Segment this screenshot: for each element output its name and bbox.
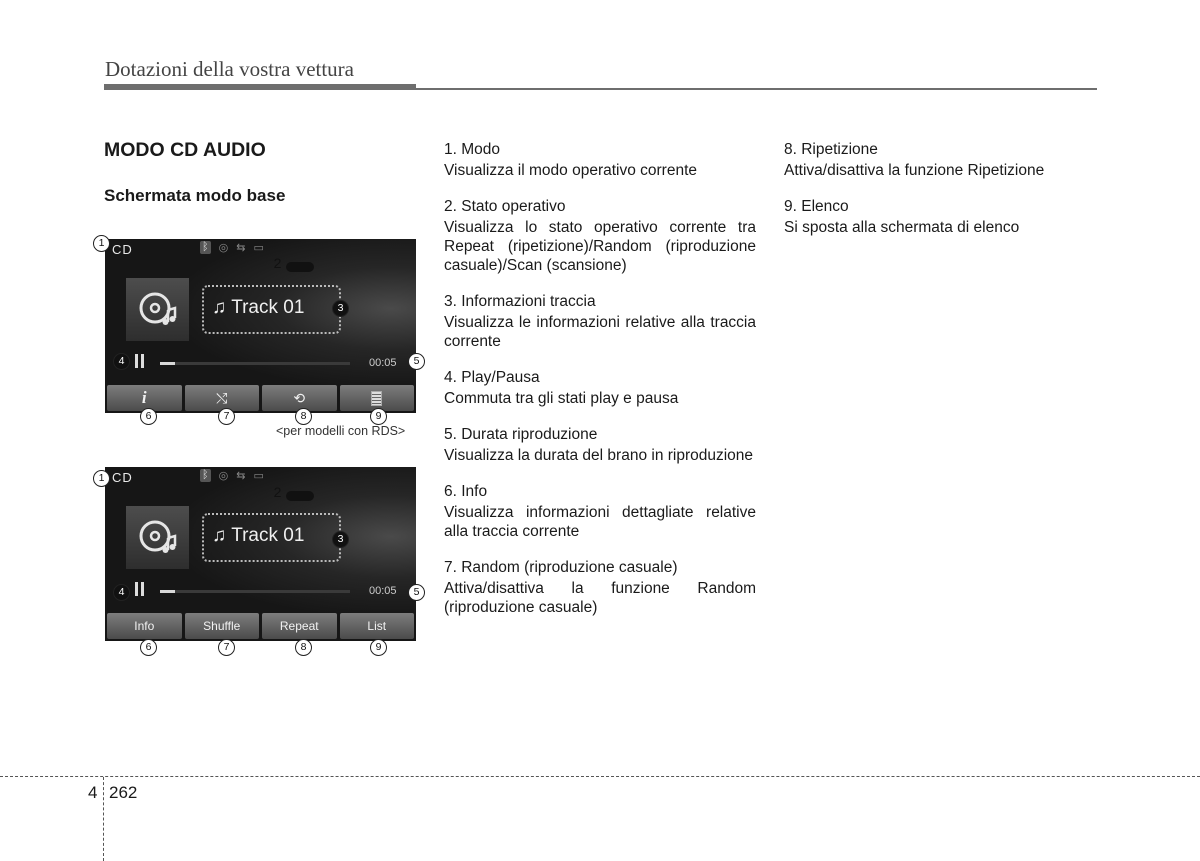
info-icon: i (141, 388, 147, 407)
callout-1: 1 (93, 470, 110, 487)
item-play-pause (444, 368, 756, 408)
item-status (444, 197, 756, 275)
callout-9: 9 (370, 639, 387, 656)
bluetooth-icon: ᛒ (202, 469, 209, 481)
footer-divider (103, 777, 104, 861)
header-rule-thick (104, 84, 416, 90)
item-desc: Visualizza informazioni dettagliate relative alla traccia corrente (444, 504, 756, 540)
list-icon (371, 391, 382, 406)
callout-7: 7 (218, 639, 235, 656)
callout-4: 4 (113, 353, 130, 370)
progress-bar[interactable] (160, 362, 350, 365)
info-button[interactable]: Info (107, 613, 182, 639)
cd-music-icon (136, 288, 180, 332)
callout-5: 5 (408, 584, 425, 601)
callout-3: 3 (332, 300, 349, 317)
description-column-1 (444, 140, 756, 634)
button-bar (107, 613, 414, 639)
cd-screen-text (105, 467, 416, 641)
usb-icon: ⇆ (236, 242, 246, 254)
list-button[interactable]: List (340, 613, 415, 639)
mode-label: CD (112, 242, 133, 257)
item-title: 5. Durata riproduzione (444, 426, 598, 443)
play-time: 00:05 (369, 585, 397, 597)
track-info-box (202, 513, 341, 562)
section-title: MODO CD AUDIO (104, 139, 266, 161)
usb-icon: ⇆ (236, 470, 246, 482)
button-bar (107, 385, 414, 411)
disc-status-icon: ◎ (218, 470, 229, 482)
rds-caption: <per modelli con RDS> (276, 424, 406, 438)
callout-6: 6 (140, 408, 157, 425)
shuffle-button[interactable] (185, 385, 260, 411)
callout-3: 3 (332, 531, 349, 548)
item-info (444, 482, 756, 541)
progress-fill (160, 362, 175, 365)
item-desc: Visualizza il modo operativo corrente (444, 162, 698, 179)
pause-icon[interactable] (135, 582, 145, 596)
item-title: 6. Info (444, 483, 488, 500)
item-desc: Attiva/disattiva la funzione Ripetizione (784, 162, 1045, 179)
callout-8: 8 (295, 408, 312, 425)
cd-music-icon (136, 516, 180, 560)
shuffle-icon: ⤭ (216, 389, 228, 406)
item-title: 1. Modo (444, 141, 501, 158)
item-title: 9. Elenco (784, 198, 849, 215)
item-track-info (444, 292, 756, 351)
callout-2: 2 (273, 255, 282, 271)
item-list (784, 197, 1084, 237)
header-rule-thin (416, 88, 1097, 90)
callout-7: 7 (218, 408, 235, 425)
status-bar (200, 469, 264, 482)
info-button[interactable] (107, 385, 182, 411)
page-number: 262 (109, 783, 138, 802)
callout-4: 4 (113, 584, 130, 601)
item-desc: Attiva/disattiva la funzione Random (riproduzione casuale) (444, 580, 756, 616)
item-desc: Visualizza lo stato operativo corrente tra Repeat (ripetizione)/Random (riproduzione casuale)/Scan (scansione) (444, 219, 756, 274)
callout-9: 9 (370, 408, 387, 425)
callout-5: 5 (408, 353, 425, 370)
item-title: 4. Play/Pausa (444, 369, 540, 386)
repeat-status-icon (286, 262, 314, 272)
item-desc: Visualizza le informazioni relative alla traccia corrente (444, 314, 756, 350)
description-column-2 (784, 140, 1084, 254)
repeat-button[interactable] (262, 385, 337, 411)
battery-icon: ▭ (253, 242, 264, 254)
item-title: 2. Stato operativo (444, 198, 566, 215)
progress-bar[interactable] (160, 590, 350, 593)
item-duration (444, 425, 756, 465)
repeat-status-icon (286, 491, 314, 501)
item-title: 3. Informazioni traccia (444, 293, 596, 310)
cd-screen-icons (105, 239, 416, 413)
item-repeat (784, 140, 1084, 180)
pause-icon[interactable] (135, 354, 145, 368)
track-name: ♫ Track 01 (212, 525, 305, 546)
callout-2: 2 (273, 484, 282, 500)
progress-fill (160, 590, 175, 593)
item-desc: Visualizza la durata del brano in riproduzione (444, 447, 754, 464)
album-art (126, 278, 189, 341)
item-title: 7. Random (riproduzione casuale) (444, 559, 678, 576)
item-random (444, 558, 756, 617)
item-desc: Commuta tra gli stati play e pausa (444, 390, 679, 407)
repeat-button[interactable]: Repeat (262, 613, 337, 639)
play-time: 00:05 (369, 357, 397, 369)
album-art (126, 506, 189, 569)
mode-label: CD (112, 470, 133, 485)
bluetooth-icon: ᛒ (202, 241, 209, 253)
shuffle-button[interactable]: Shuffle (185, 613, 260, 639)
track-info-box (202, 285, 341, 334)
item-title: 8. Ripetizione (784, 141, 878, 158)
callout-6: 6 (140, 639, 157, 656)
section-subtitle: Schermata modo base (104, 186, 286, 205)
callout-1: 1 (93, 235, 110, 252)
disc-status-icon: ◎ (218, 242, 229, 254)
callout-8: 8 (295, 639, 312, 656)
item-desc: Si sposta alla schermata di elenco (784, 219, 1020, 236)
item-mode (444, 140, 756, 180)
header-title: Dotazioni della vostra vettura (105, 57, 354, 81)
repeat-icon: ⟲ (293, 389, 306, 406)
chapter-number: 4 (88, 783, 98, 802)
status-bar (200, 241, 264, 254)
track-name: ♫ Track 01 (212, 297, 305, 318)
battery-icon: ▭ (253, 470, 264, 482)
footer-rule (0, 776, 1200, 777)
